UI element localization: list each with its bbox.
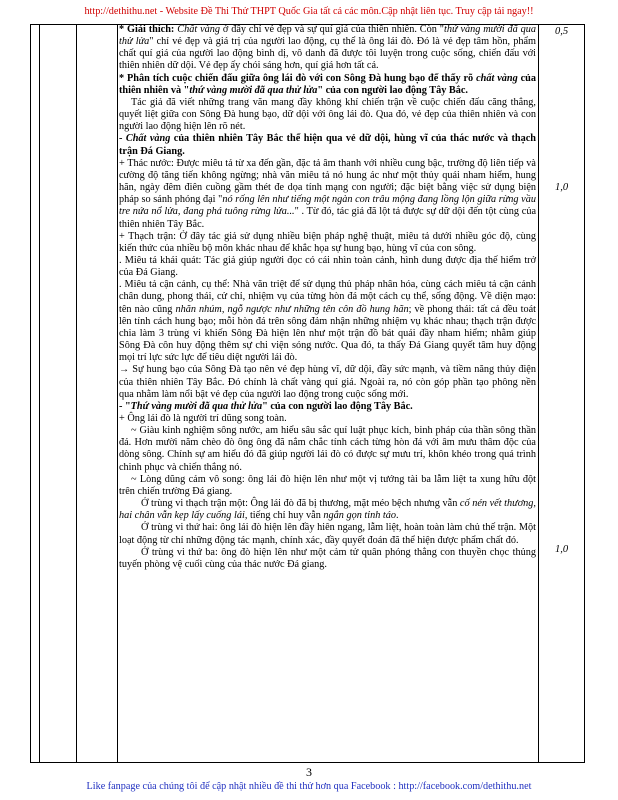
- score-column: [538, 24, 585, 763]
- paragraph-experience: ~ Giàu kinh nghiệm sông nước, am hiểu sâu sắc quí luật phục kích, binh pháp của thần sông thần đá. Hơn mười năm chèo đò ông ông đã nắm chắc tính cách từng hòn đá với âm mưu thâm độc của dòng sông. Chính sự am hiểu đó đã giúp người lái đò có được sự mưu trí, khôn khéo trong quá trình chinh phục và chiến thắng nó.: [119, 425, 536, 473]
- paragraph-ferryman: + Ông lái đò là người trí dũng song toàn.: [119, 413, 287, 424]
- paragraph-courage: ~ Lòng dũng cảm vô song: ông lái đò hiện lên như một vị tướng tài ba lẫm liệt ta xung hữu đột trên chiến trường Đá giang.: [119, 473, 536, 497]
- paragraph-overview: . Miêu tả khái quát: Tác giả giúp người đọc có cái nhìn toàn cảnh, hình dung được địa thế hiểm trở của Đá Giang.: [119, 254, 536, 279]
- section-heading-analysis: * Phân tích cuộc chiến đấu giữa ông lái đò với con Sông Đà hung bạo để thấy rõ chất vàng của thiên nhiên và "thứ vàng mười đã qua thử lửa" của con người lao động Tây Bắc.: [119, 72, 537, 96]
- footer-banner: Like fanpage của chúng tôi để cập nhật nhiều đề thi thử hơn qua Facebook : http://facebook.com/dethithu.net: [86, 781, 532, 792]
- paragraph-round-three: Ở trùng vi thứ ba: ông đò hiện lên như một cảm tử quân phóng thẳng con thuyền chọc thủng tuyến phòng vệ cuối cùng của thác nước Đá giang.: [119, 546, 536, 570]
- table-divider: [76, 25, 77, 762]
- section-heading-people: - "Thứ vàng mười đã qua thử lửa" của con người lao động Tây Bắc.: [119, 400, 413, 412]
- paragraph-conclusion-nature: → Sự hung bạo của Sông Đà tạo nên vẻ đẹp hùng vĩ, dữ dội, đầy sức mạnh, và tiềm năng thủy điện của thiên nhiên Tây Bắc. Đó chính là chất vàng quí giá. Ngoài ra, nó còn góp phần tạo phông nền qua nhằm làm nổi bật vẻ đẹp của người lao động trong cuộc sống mới.: [119, 364, 536, 400]
- header-banner: http://dethithu.net - Website Đề Thi Thử THPT Quốc Gia tất cả các môn.Cập nhật liên tục. Truy cập tải ngay!!: [84, 6, 534, 17]
- answer-content: [117, 24, 538, 763]
- table-divider: [39, 25, 40, 762]
- score-value: 1,0: [554, 182, 569, 193]
- paragraph-round-two: Ở trùng vi thứ hai: ông lái đò hiện lên đầy hiên ngang, lẫm liệt, hoàn toàn làm chủ thế trận. Một loạt động từ chỉ những động tác mạnh, chính xác, đầy quyết đoán đã thể hiện được phẩm chất đó.: [119, 522, 536, 546]
- paragraph-rock-maze: + Thạch trận: Ở đây tác giả sử dụng nhiều biện pháp nghệ thuật, miêu tả dưới nhiều góc độ, cùng kiến thức của nhiều bộ môn khác nhau để khắc họa sự hung bạo, hùng vĩ của con sông.: [119, 230, 536, 254]
- score-value: 1,0: [554, 544, 569, 555]
- score-value: 0,5: [554, 26, 569, 37]
- paragraph-explanation: * Giải thích: Chất vàng ở đây chỉ vẻ đẹp và sự quí giá của thiên nhiên. Còn "thứ vàng mười đã qua thử lửa" chỉ vẻ đẹp và giá trị của người lao động, cụ thể là ông lái đò. Đó là vẻ đẹp tâm hồn, phẩm chất quí giá của người lao động bình dị, vô danh đã được tôi luyện trong cuộc sống, chiến đấu với thiên nhiên dữ dội. Vẻ đẹp ấy chói sáng hơn, quí giá hơn tất cả.: [119, 24, 537, 72]
- paragraph-intro: Tác giả đã viết những trang văn mang đầy không khí chiến trận về cuộc chiến đấu căng thẳng, quyết liệt giữa con Sông Đà hung bạo, dữ dội với ông lái đò. Qua đó, vẻ đẹp của thiên nhiên và con người lao động hiện lên rõ nét.: [119, 96, 536, 133]
- paragraph-closeup: . Miêu tả cận cảnh, cụ thể: Nhà văn triệt để sử dụng thủ pháp nhân hóa, cùng cách miêu tả cận cảnh chân dung, phong thái, cử chỉ, nhiệm vụ của từng hòn đá một cách cụ thể, sống động. Về diện mạo: tên nào cũng nhăn nhúm, ngỗ ngược như những tên côn đồ hung hãn; về phong thái: tất cả đều toát lên tính cách hung bạo; mỗi hòn đá trên sông đảm nhận những nhiệm vụ khác nhau; thạch trận được chia làm 3 trùng vi khiến Sông Đà hiện lên như một trận đồ bát quái đầy nham hiểm; nhằm giúp Sông Đà côn huy động thêm sự chi viện sóng nước. Qua đó, ta thấy Đá Giang quyết tâm huy động mọi trí lực sức lực để tiêu diệt người lái đò.: [119, 279, 536, 364]
- section-heading-nature: - Chất vàng của thiên nhiên Tây Bắc thể hiện qua vẻ dữ dội, hùng vĩ của thác nước và thạch trận Đá Giang.: [119, 133, 536, 157]
- paragraph-round-one: Ở trùng vi thạch trận một: Ông lái đò đã bị thương, mặt méo bệch nhưng vẫn cố nén vết thương, hai chân vẫn kẹp lấy cuống lái, tiếng chỉ huy vẫn ngắn gọn tỉnh táo.: [119, 498, 536, 522]
- paragraph-waterfall: + Thác nước: Được miêu tả từ xa đến gần, đặc tả âm thanh với nhiều cung bậc, trường độ liên tiếp và cường độ tăng tiến không ngừng; nhà văn miêu tả nó hung ác như một thủy quái nham hiểm, hung hãn, ngày đêm điên cuồng gầm thét đe dọa tính mạng con người; đặc biệt bằng việc sử dụng biện pháp so sánh phóng đại "nó rống lên như tiếng một ngàn con trâu mộng đang lồng lộn giữa rừng vầu tre nứa nổ lửa, đang phá tuông rừng lửa..." . Từ đó, tác giả đã lột tả được sự dữ dội đến tột cùng của thiên nhiên Tây Bắc.: [119, 157, 537, 230]
- page-number: 3: [306, 765, 312, 779]
- heading-explanation: * Giải thích:: [119, 24, 178, 35]
